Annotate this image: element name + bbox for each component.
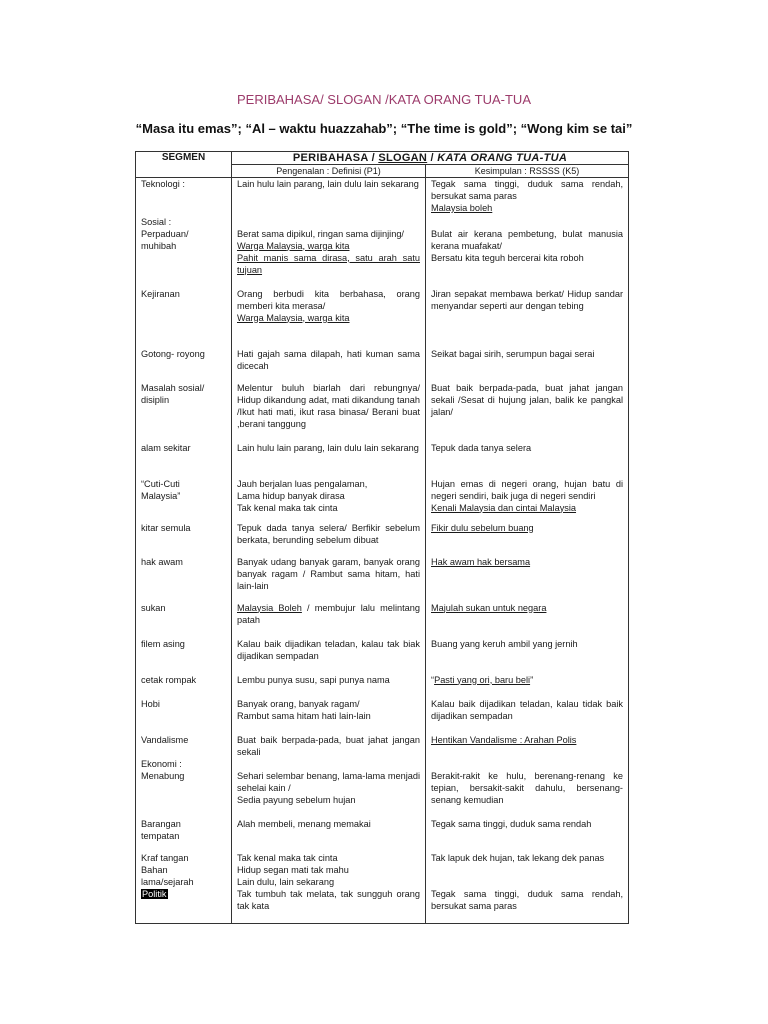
segment-cell (136, 216, 232, 288)
segment-label: Malaysia” (141, 490, 181, 501)
segment-label: hak awam (141, 556, 183, 567)
pengenalan-cell (232, 638, 426, 674)
peribahasa-text: Malaysia Boleh / membujur lalu melintang patah (237, 602, 420, 625)
kesimpulan-text: Hujan emas di negeri orang, hujan batu di negeri sendiri, baik juga di negeri sendiri (431, 478, 623, 501)
pengenalan-cell (232, 698, 426, 734)
header-peribahasa: PERIBAHASA (292, 152, 369, 164)
table-body (136, 178, 629, 924)
kesimpulan-cell (426, 478, 629, 522)
segment-label: Perpaduan/ (141, 228, 189, 239)
segment-label: Bahan (141, 864, 168, 875)
kesimpulan-text: Hak awam hak bersama (431, 556, 531, 567)
segment-label: “Cuti-Cuti (141, 478, 180, 489)
segment-highlight: Politik (142, 888, 167, 899)
kesimpulan-cell (426, 852, 629, 888)
segment-cell (136, 382, 232, 442)
peribahasa-table (135, 151, 629, 924)
kesimpulan-text: “Pasti yang ori, baru beli” (431, 674, 534, 685)
peribahasa-text: Tak kenal maka tak cinta (237, 852, 338, 863)
peribahasa-text: Lain dulu, lain sekarang (237, 876, 335, 887)
kesimpulan-text: Tepuk dada tanya selera (431, 442, 532, 453)
peribahasa-text: Rambut sama hitam hati lain-lain (237, 710, 371, 721)
segment-label: Teknologi : (141, 179, 185, 189)
kesimpulan-cell (426, 556, 629, 602)
page-title: PERIBAHASA/ SLOGAN /KATA ORANG TUA-TUA (236, 92, 531, 107)
segment-cell (136, 602, 232, 638)
segment-label: Hobi (141, 698, 160, 709)
pengenalan-cell (232, 602, 426, 638)
kesimpulan-text: Bulat air kerana pembetung, bulat manusia kerana muafakat/ (431, 228, 623, 251)
peribahasa-text: Hati gajah sama dilapah, hati kuman sama dicecah (237, 348, 420, 371)
segment-label: muhibah (141, 240, 177, 251)
table-row (136, 698, 629, 734)
kesimpulan-text: Tegak sama tinggi, duduk sama rendah, bersukat sama paras (431, 888, 623, 911)
segment-cell (136, 522, 232, 556)
table-row (136, 818, 629, 852)
header-sep-2: / (427, 152, 438, 164)
pengenalan-cell (232, 178, 426, 216)
pengenalan-cell (232, 216, 426, 288)
header-slogan: SLOGAN (378, 152, 428, 164)
segment-label: filem asing (141, 638, 185, 649)
segment-cell (136, 556, 232, 602)
table-row (136, 758, 629, 818)
table-row (136, 734, 629, 758)
segment-cell (136, 852, 232, 888)
table-row (136, 382, 629, 442)
peribahasa-text: Tepuk dada tanya selera/ Berfikir sebelum berkata, berunding sebelum dibuat (237, 522, 420, 545)
kesimpulan-cell (426, 178, 629, 216)
kesimpulan-text: Malaysia boleh (431, 203, 493, 213)
table-row (136, 852, 629, 888)
peribahasa-text: Sehari selembar benang, lama-lama menjadi sehelai kain / (237, 770, 420, 793)
table-row (136, 602, 629, 638)
peribahasa-text: Kalau baik dijadikan teladan, kalau tak biak dijadikan sempadan (237, 638, 420, 661)
peribahasa-text: Lain hulu lain parang, lain dulu lain sekarang (237, 442, 419, 453)
peribahasa-text: Sedia payung sebelum hujan (237, 794, 356, 805)
segment-cell (136, 442, 232, 478)
peribahasa-text: Banyak orang, banyak ragam/ (237, 698, 360, 709)
table-row (136, 178, 629, 216)
header-sep-1: / (368, 152, 379, 164)
table-row (136, 288, 629, 348)
segment-cell (136, 888, 232, 924)
kesimpulan-cell (426, 382, 629, 442)
segment-label: sukan (141, 602, 166, 613)
pengenalan-cell (232, 556, 426, 602)
kesimpulan-cell (426, 818, 629, 852)
table-row (136, 442, 629, 478)
kesimpulan-text: Buat baik berpada-pada, buat jahat jangan sekali /Sesat di hujung jalan, balik ke pangkal jalan/ (431, 382, 623, 417)
peribahasa-text: Tak kenal maka tak cinta (237, 502, 338, 513)
table-row (136, 556, 629, 602)
segment-label (141, 888, 226, 900)
segment-cell (136, 758, 232, 818)
kesimpulan-text: Kenali Malaysia dan cintai Malaysia (431, 502, 577, 513)
kesimpulan-text: Fikir dulu sebelum buang (431, 522, 534, 533)
kesimpulan-text: Tegak sama tinggi, duduk sama rendah (431, 818, 592, 829)
kesimpulan-cell (426, 638, 629, 674)
kesimpulan-cell (426, 216, 629, 288)
pengenalan-cell (232, 522, 426, 556)
table-row (136, 216, 629, 288)
peribahasa-text: Pahit manis sama dirasa, satu arah satu tujuan (237, 252, 420, 275)
header-segmen: SEGMEN (136, 152, 232, 178)
segment-cell (136, 698, 232, 734)
segment-cell (136, 818, 232, 852)
table-row (136, 674, 629, 698)
peribahasa-text: Hidup segan mati tak mahu (237, 864, 349, 875)
peribahasa-text (237, 216, 420, 228)
peribahasa-text: Lembu punya susu, sapi punya nama (237, 674, 390, 685)
segment-label: Barangan (141, 818, 181, 829)
header-kata-orang-tua: KATA ORANG TUA-TUA (437, 152, 568, 164)
kesimpulan-cell (426, 522, 629, 556)
kesimpulan-cell (426, 674, 629, 698)
kesimpulan-cell (426, 442, 629, 478)
table-row (136, 888, 629, 924)
peribahasa-text: Tak tumbuh tak melata, tak sungguh orang tak kata (237, 888, 420, 911)
kesimpulan-text: Tegak sama tinggi, duduk sama rendah, bersukat sama paras (431, 179, 623, 201)
pengenalan-cell (232, 758, 426, 818)
pengenalan-cell (232, 382, 426, 442)
pengenalan-cell (232, 852, 426, 888)
segment-cell (136, 348, 232, 382)
kesimpulan-text (431, 216, 623, 228)
segment-label: Ekonomi : (141, 758, 182, 769)
pengenalan-cell (232, 442, 426, 478)
pengenalan-cell (232, 288, 426, 348)
table-row (136, 522, 629, 556)
kesimpulan-text: Kalau baik dijadikan teladan, kalau tidak baik dijadikan sempadan (431, 698, 623, 721)
segment-cell (136, 478, 232, 522)
segment-label: alam sekitar (141, 442, 191, 453)
segment-cell (136, 674, 232, 698)
segment-label: lama/sejarah (141, 876, 194, 887)
kesimpulan-text: Buang yang keruh ambil yang jernih (431, 638, 578, 649)
table-row (136, 638, 629, 674)
segment-label: kitar semula (141, 522, 191, 533)
header-kesimpulan: Kesimpulan : RSSSS (K5) (426, 165, 629, 178)
pengenalan-cell (232, 478, 426, 522)
peribahasa-text: Berat sama dipikul, ringan sama dijinjing/ (237, 228, 404, 239)
peribahasa-text: Warga Malaysia, warga kita (237, 240, 350, 251)
pengenalan-cell (232, 734, 426, 758)
header-pengenalan: Pengenalan : Definisi (P1) (232, 165, 426, 178)
kesimpulan-text: Tak lapuk dek hujan, tak lekang dek panas (431, 852, 605, 863)
kesimpulan-cell (426, 734, 629, 758)
segment-label: Kraf tangan (141, 852, 189, 863)
pengenalan-cell (232, 888, 426, 924)
segment-label: Menabung (141, 770, 185, 781)
kesimpulan-text: Jiran sepakat membawa berkat/ Hidup sandar menyandar seperti aur dengan tebing (431, 288, 623, 311)
table-row (136, 348, 629, 382)
peribahasa-text: Lama hidup banyak dirasa (237, 490, 345, 501)
table-row (136, 478, 629, 522)
kesimpulan-cell (426, 348, 629, 382)
peribahasa-text: Jauh berjalan luas pengalaman, (237, 478, 368, 489)
peribahasa-text: Alah membeli, menang memakai (237, 818, 371, 829)
pengenalan-cell (232, 674, 426, 698)
segment-label: disiplin (141, 394, 170, 405)
header-main (232, 152, 629, 165)
kesimpulan-text: Bersatu kita teguh bercerai kita roboh (431, 252, 584, 263)
kesimpulan-cell (426, 288, 629, 348)
kesimpulan-text: Seikat bagai sirih, serumpun bagai serai (431, 348, 595, 359)
segment-cell (136, 178, 232, 216)
segment-label: Kejiranan (141, 288, 180, 299)
segment-cell (136, 734, 232, 758)
peribahasa-text: Orang berbudi kita berbahasa, orang memberi kita merasa/ (237, 288, 420, 311)
kesimpulan-text (431, 758, 623, 770)
page-subtitle: “Masa itu emas”; “Al – waktu huazzahab”; “The time is gold”; “Wong kim se tai” (135, 121, 633, 136)
segment-label: Vandalisme (141, 734, 189, 745)
segment-label: Masalah sosial/ (141, 382, 205, 393)
segment-label: tempatan (141, 830, 180, 841)
kesimpulan-text: Hentikan Vandalisme : Arahan Polis (431, 734, 577, 745)
peribahasa-text: Lain hulu lain parang, lain dulu lain sekarang (237, 179, 419, 189)
kesimpulan-cell (426, 888, 629, 924)
peribahasa-text: Melentur buluh biarlah dari rebungnya/ Hidup dikandung adat, mati dikandung tanah /Ikut hati mati, ikut rasa binasa/ Berani buat ,berani tanggung (237, 382, 420, 429)
segment-label: cetak rompak (141, 674, 197, 685)
peribahasa-text: Banyak udang banyak garam, banyak orang banyak ragam / Rambut sama hitam, hati lain-lain (237, 556, 420, 591)
peribahasa-text: Buat baik berpada-pada, buat jahat jangan sekali (237, 734, 420, 757)
pengenalan-cell (232, 348, 426, 382)
segment-label: Sosial : (141, 216, 172, 227)
kesimpulan-cell (426, 602, 629, 638)
kesimpulan-cell (426, 698, 629, 734)
kesimpulan-text: Majulah sukan untuk negara (431, 602, 547, 613)
peribahasa-text (237, 758, 420, 770)
segment-label: Gotong- royong (141, 348, 205, 359)
kesimpulan-text: Berakit-rakit ke hulu, berenang-renang ke tepian, bersakit-sakit dahulu, bersenang-senang kemudian (431, 770, 623, 805)
peribahasa-text: Warga Malaysia, warga kita (237, 312, 350, 323)
segment-cell (136, 288, 232, 348)
pengenalan-cell (232, 818, 426, 852)
segment-cell (136, 638, 232, 674)
kesimpulan-cell (426, 758, 629, 818)
